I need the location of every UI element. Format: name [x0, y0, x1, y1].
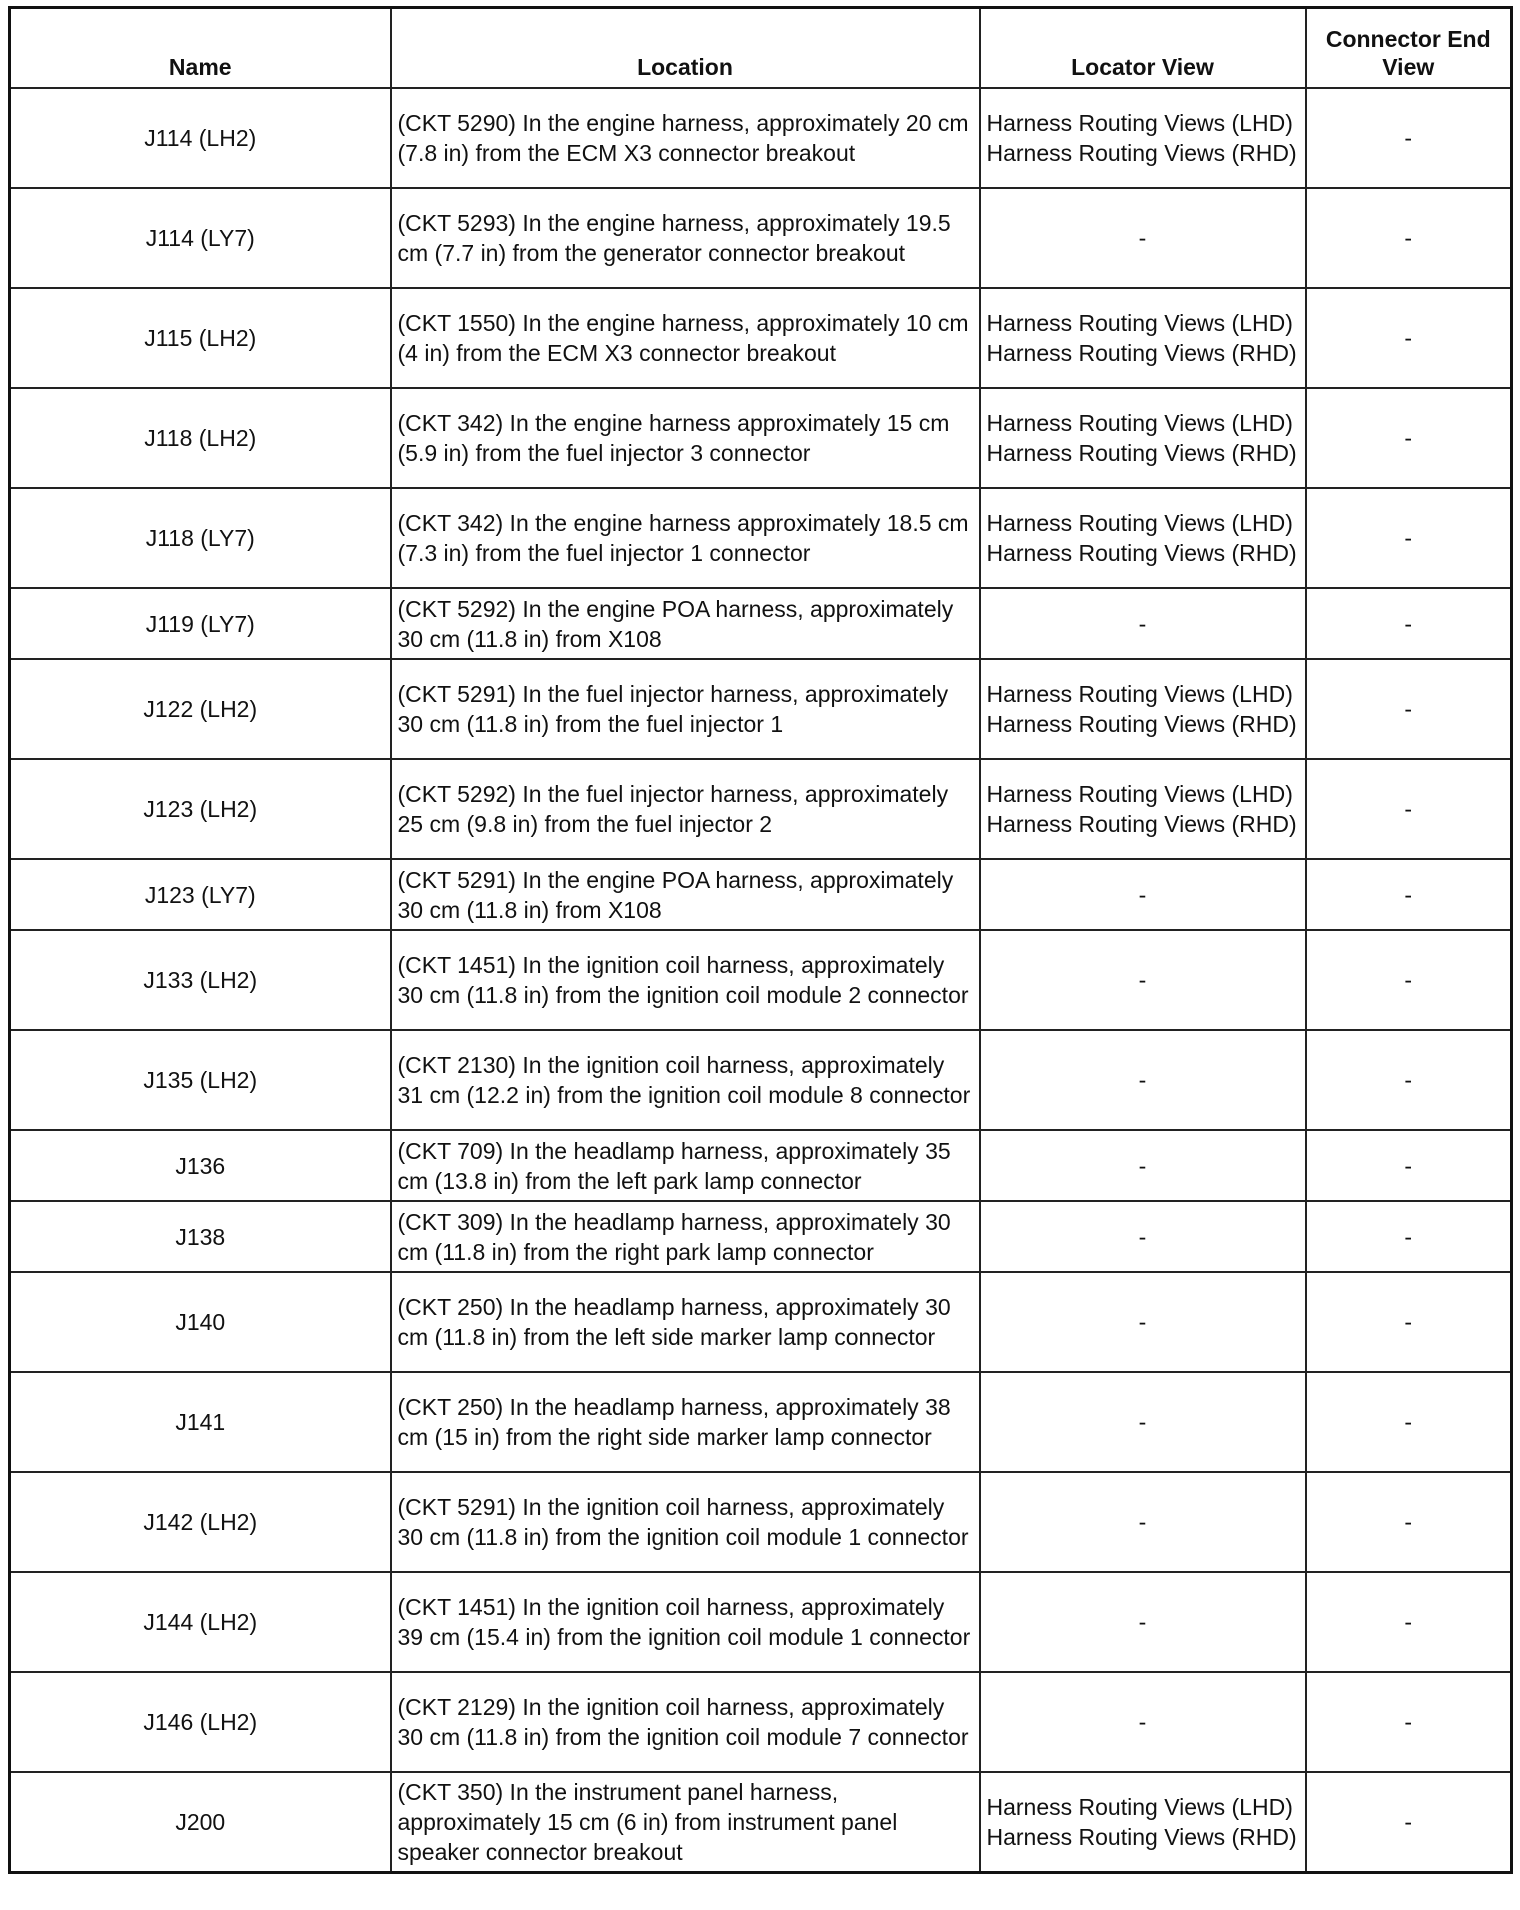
- table-row: [10, 188, 1512, 288]
- cell-location: (CKT 1451) In the ignition coil harness, approximately 30 cm (11.8 in) from the ignition coil module 2 connector: [391, 930, 980, 1030]
- cell-locator-view: Harness Routing Views (LHD) Harness Routing Views (RHD): [980, 759, 1306, 859]
- cell-location: (CKT 5291) In the engine POA harness, approximately 30 cm (11.8 in) from X108: [391, 859, 980, 930]
- cell-connector-end-view: -: [1306, 1472, 1512, 1572]
- cell-name: J114 (LY7): [10, 188, 391, 288]
- cell-connector-end-view: -: [1306, 1272, 1512, 1372]
- cell-name: J118 (LH2): [10, 388, 391, 488]
- cell-location: (CKT 342) In the engine harness approximately 18.5 cm (7.3 in) from the fuel injector 1 connector: [391, 488, 980, 588]
- cell-locator-view: -: [980, 1372, 1306, 1472]
- cell-name: J123 (LH2): [10, 759, 391, 859]
- cell-connector-end-view: -: [1306, 1201, 1512, 1272]
- cell-locator-view: -: [980, 1572, 1306, 1672]
- cell-locator-view: -: [980, 1030, 1306, 1130]
- table-row: [10, 388, 1512, 488]
- table-row: [10, 930, 1512, 1030]
- cell-name: J136: [10, 1130, 391, 1201]
- cell-locator-view: Harness Routing Views (LHD) Harness Routing Views (RHD): [980, 388, 1306, 488]
- cell-name: J142 (LH2): [10, 1472, 391, 1572]
- table-row: [10, 88, 1512, 188]
- cell-connector-end-view: -: [1306, 1372, 1512, 1472]
- cell-name: J115 (LH2): [10, 288, 391, 388]
- cell-location: (CKT 5293) In the engine harness, approximately 19.5 cm (7.7 in) from the generator connector breakout: [391, 188, 980, 288]
- cell-connector-end-view: -: [1306, 188, 1512, 288]
- cell-locator-view: Harness Routing Views (LHD) Harness Routing Views (RHD): [980, 1772, 1306, 1873]
- table-row: [10, 1772, 1512, 1873]
- cell-locator-view: -: [980, 1201, 1306, 1272]
- cell-connector-end-view: -: [1306, 488, 1512, 588]
- splice-location-table: [8, 6, 1513, 1874]
- cell-locator-view: -: [980, 1272, 1306, 1372]
- table-row: [10, 1372, 1512, 1472]
- table-row: [10, 1130, 1512, 1201]
- table-row: [10, 659, 1512, 759]
- cell-connector-end-view: -: [1306, 88, 1512, 188]
- cell-name: J118 (LY7): [10, 488, 391, 588]
- cell-connector-end-view: -: [1306, 288, 1512, 388]
- cell-locator-view: Harness Routing Views (LHD) Harness Routing Views (RHD): [980, 288, 1306, 388]
- cell-location: (CKT 250) In the headlamp harness, approximately 38 cm (15 in) from the right side marker lamp connector: [391, 1372, 980, 1472]
- table-row: [10, 1201, 1512, 1272]
- cell-connector-end-view: -: [1306, 388, 1512, 488]
- cell-connector-end-view: -: [1306, 1030, 1512, 1130]
- cell-connector-end-view: -: [1306, 659, 1512, 759]
- cell-name: J123 (LY7): [10, 859, 391, 930]
- cell-name: J114 (LH2): [10, 88, 391, 188]
- cell-connector-end-view: -: [1306, 859, 1512, 930]
- cell-locator-view: -: [980, 188, 1306, 288]
- cell-location: (CKT 5290) In the engine harness, approximately 20 cm (7.8 in) from the ECM X3 connector breakout: [391, 88, 980, 188]
- cell-locator-view: -: [980, 859, 1306, 930]
- cell-locator-view: -: [980, 930, 1306, 1030]
- header-locator-view: Locator View: [980, 8, 1306, 89]
- cell-name: J133 (LH2): [10, 930, 391, 1030]
- cell-locator-view: Harness Routing Views (LHD) Harness Routing Views (RHD): [980, 659, 1306, 759]
- cell-connector-end-view: -: [1306, 1130, 1512, 1201]
- cell-name: J144 (LH2): [10, 1572, 391, 1672]
- cell-location: (CKT 350) In the instrument panel harness, approximately 15 cm (6 in) from instrument panel speaker connector breakout: [391, 1772, 980, 1873]
- cell-locator-view: Harness Routing Views (LHD) Harness Routing Views (RHD): [980, 88, 1306, 188]
- cell-name: J135 (LH2): [10, 1030, 391, 1130]
- cell-connector-end-view: -: [1306, 1772, 1512, 1873]
- cell-location: (CKT 2129) In the ignition coil harness, approximately 30 cm (11.8 in) from the ignition coil module 7 connector: [391, 1672, 980, 1772]
- cell-locator-view: -: [980, 1672, 1306, 1772]
- table-row: [10, 488, 1512, 588]
- cell-location: (CKT 5292) In the engine POA harness, approximately 30 cm (11.8 in) from X108: [391, 588, 980, 659]
- cell-location: (CKT 1550) In the engine harness, approximately 10 cm (4 in) from the ECM X3 connector breakout: [391, 288, 980, 388]
- cell-location: (CKT 709) In the headlamp harness, approximately 35 cm (13.8 in) from the left park lamp connector: [391, 1130, 980, 1201]
- cell-locator-view: -: [980, 1130, 1306, 1201]
- cell-name: J122 (LH2): [10, 659, 391, 759]
- header-connector-end-view: Connector End View: [1306, 8, 1512, 89]
- cell-locator-view: -: [980, 588, 1306, 659]
- table-row: [10, 1030, 1512, 1130]
- table-row: [10, 759, 1512, 859]
- cell-location: (CKT 342) In the engine harness approximately 15 cm (5.9 in) from the fuel injector 3 connector: [391, 388, 980, 488]
- table-row: [10, 859, 1512, 930]
- cell-locator-view: Harness Routing Views (LHD) Harness Routing Views (RHD): [980, 488, 1306, 588]
- table-row: [10, 588, 1512, 659]
- cell-location: (CKT 5291) In the ignition coil harness, approximately 30 cm (11.8 in) from the ignition coil module 1 connector: [391, 1472, 980, 1572]
- table-row: [10, 1572, 1512, 1672]
- cell-name: J146 (LH2): [10, 1672, 391, 1772]
- cell-connector-end-view: -: [1306, 759, 1512, 859]
- cell-location: (CKT 5292) In the fuel injector harness, approximately 25 cm (9.8 in) from the fuel injector 2: [391, 759, 980, 859]
- cell-name: J200: [10, 1772, 391, 1873]
- cell-location: (CKT 250) In the headlamp harness, approximately 30 cm (11.8 in) from the left side marker lamp connector: [391, 1272, 980, 1372]
- cell-locator-view: -: [980, 1472, 1306, 1572]
- cell-connector-end-view: -: [1306, 1572, 1512, 1672]
- cell-connector-end-view: -: [1306, 588, 1512, 659]
- table-body: [10, 88, 1512, 1873]
- table-row: [10, 288, 1512, 388]
- cell-name: J138: [10, 1201, 391, 1272]
- table-header: [10, 8, 1512, 89]
- header-location: Location: [391, 8, 980, 89]
- table-row: [10, 1672, 1512, 1772]
- document-page: [8, 6, 1510, 1874]
- cell-location: (CKT 1451) In the ignition coil harness, approximately 39 cm (15.4 in) from the ignition coil module 1 connector: [391, 1572, 980, 1672]
- table-row: [10, 1472, 1512, 1572]
- header-name: Name: [10, 8, 391, 89]
- cell-name: J140: [10, 1272, 391, 1372]
- cell-location: (CKT 5291) In the fuel injector harness, approximately 30 cm (11.8 in) from the fuel injector 1: [391, 659, 980, 759]
- cell-connector-end-view: -: [1306, 1672, 1512, 1772]
- cell-name: J141: [10, 1372, 391, 1472]
- cell-location: (CKT 309) In the headlamp harness, approximately 30 cm (11.8 in) from the right park lamp connector: [391, 1201, 980, 1272]
- table-row: [10, 1272, 1512, 1372]
- cell-connector-end-view: -: [1306, 930, 1512, 1030]
- cell-name: J119 (LY7): [10, 588, 391, 659]
- cell-location: (CKT 2130) In the ignition coil harness, approximately 31 cm (12.2 in) from the ignition coil module 8 connector: [391, 1030, 980, 1130]
